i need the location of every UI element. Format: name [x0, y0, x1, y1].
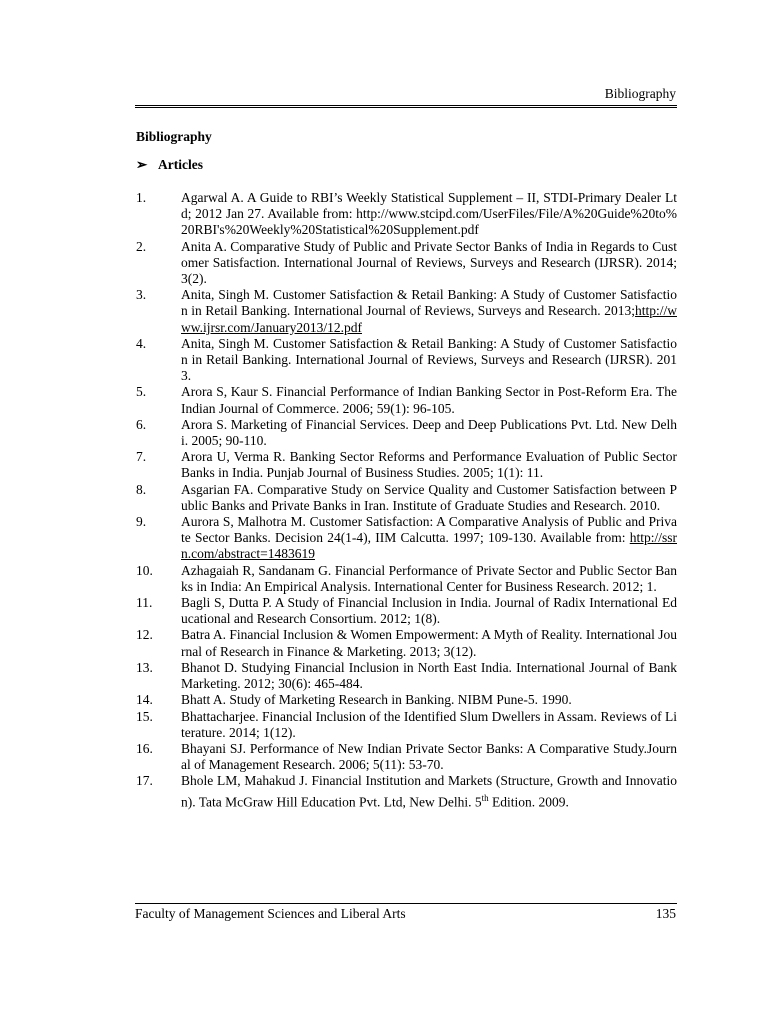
reference-number: 17. [136, 773, 153, 789]
reference-body: Asgarian FA. Comparative Study on Service Quality and Customer Satisfaction between Public Banks and Private Banks in Iran. Institute of Graduate Studies and Research. 2010. [181, 481, 677, 513]
reference-item [136, 627, 677, 659]
reference-body: Bhole LM, Mahakud J. Financial Institution and Markets (Structure, Growth and Innovation). Tata McGraw Hill Education Pvt. Ltd, New Delhi. 5 [181, 773, 677, 810]
page-number: 135 [655, 906, 676, 921]
reference-text [181, 287, 677, 336]
reference-text [181, 239, 677, 288]
section-title: Bibliography [136, 129, 212, 144]
reference-body: Agarwal A. A Guide to RBI’s Weekly Statistical Supplement – II, STDI-Primary Dealer Ltd; 2012 Jan 27. Available from: http://www.stcipd.com/UserFiles/File/A%20Guide%20to%20RBI's%20Weekly%20Statistical%20Supplement.pdf [181, 190, 677, 238]
reference-body: Anita, Singh M. Customer Satisfaction & Retail Banking: A Study of Customer Satisfaction in Retail Banking. International Journal of Reviews, Surveys and Research (IJRSR). 2013. [181, 335, 677, 384]
reference-text [181, 595, 677, 627]
reference-item [136, 482, 677, 514]
reference-body: Azhagaiah R, Sandanam G. Financial Performance of Private Sector and Public Sector Banks in India: An Empirical Analysis. International Center for Business Research. 2012; 1. [181, 562, 677, 594]
reference-link[interactable]: http://www.ijrsr.com/January2013/12.pdf [181, 303, 677, 335]
reference-number: 4. [136, 335, 147, 351]
reference-number: 11. [136, 595, 153, 611]
reference-tail: Edition. 2009. [488, 794, 569, 810]
reference-item [136, 660, 677, 692]
reference-item [136, 417, 677, 449]
reference-text [181, 709, 677, 741]
reference-text [181, 773, 677, 810]
reference-number: 8. [136, 481, 147, 497]
reference-body: Aurora S, Malhotra M. Customer Satisfaction: A Comparative Analysis of Public and Private Sector Banks. Decision 24(1-4), IIM Calcutta. 1997; 109-130. Available from: [181, 514, 677, 546]
running-header: Bibliography [604, 86, 676, 101]
reference-number: 9. [136, 514, 147, 530]
reference-item [136, 692, 677, 708]
reference-number: 6. [136, 416, 147, 432]
reference-text [181, 384, 677, 416]
reference-item [136, 514, 677, 563]
reference-body: Anita, Singh M. Customer Satisfaction & Retail Banking: A Study of Customer Satisfaction in Retail Banking. International Journal of Reviews, Surveys and Research. 2013; [181, 287, 677, 319]
reference-body: Bhanot D. Studying Financial Inclusion in North East India. International Journal of Bank Marketing. 2012; 30(6): 465-484. [181, 659, 677, 692]
reference-body: Batra A. Financial Inclusion & Women Empowerment: A Myth of Reality. International Journal of Research in Finance & Marketing. 2013; 3(12). [181, 627, 677, 659]
reference-number: 16. [136, 740, 153, 756]
reference-body: Bhatt A. Study of Marketing Research in Banking. NIBM Pune-5. 1990. [181, 692, 572, 708]
reference-number: 12. [136, 627, 153, 643]
reference-number: 13. [136, 659, 153, 675]
reference-number: 14. [136, 692, 153, 708]
reference-text [181, 563, 677, 595]
reference-item [136, 563, 677, 595]
reference-item [136, 449, 677, 481]
reference-body: Anita A. Comparative Study of Public and Private Sector Banks of India in Regards to Customer Satisfaction. International Journal of Reviews, Surveys and Research (IJRSR). 2014; 3(2). [181, 238, 677, 287]
reference-number: 2. [136, 238, 147, 254]
reference-body: Bagli S, Dutta P. A Study of Financial Inclusion in India. Journal of Radix International Educational and Research Consortium. 2012; 1(8). [181, 595, 677, 627]
reference-item [136, 384, 677, 416]
subsection-label: Articles [158, 157, 203, 172]
reference-link[interactable]: http://ssrn.com/abstract=1483619 [181, 530, 677, 562]
reference-body: Arora U, Verma R. Banking Sector Reforms and Performance Evaluation of Public Sector Banks in India. Punjab Journal of Business Studies. 2005; 1(1): 11. [181, 449, 677, 481]
reference-text [181, 482, 677, 514]
reference-body: Bhayani SJ. Performance of New Indian Private Sector Banks: A Comparative Study.Journal of Management Research. 2006; 5(11): 53-70. [181, 740, 677, 773]
reference-item [136, 239, 677, 288]
arrowhead-bullet-icon: ➢ [136, 157, 148, 172]
reference-item [136, 287, 677, 336]
header-rule [135, 105, 677, 108]
reference-body: Bhattacharjee. Financial Inclusion of the Identified Slum Dwellers in Assam. Reviews of Literature. 2014; 1(12). [181, 708, 677, 740]
reference-item [136, 190, 677, 239]
reference-text [181, 741, 677, 773]
reference-text [181, 417, 677, 449]
reference-text [181, 692, 677, 708]
reference-text [181, 336, 677, 385]
reference-text [181, 449, 677, 481]
reference-number: 5. [136, 384, 147, 400]
subsection-title [136, 157, 203, 173]
reference-item [136, 336, 677, 385]
reference-item [136, 773, 677, 810]
footer-rule [135, 903, 677, 904]
reference-text [181, 627, 677, 659]
reference-body: Arora S, Kaur S. Financial Performance of Indian Banking Sector in Post-Reform Era. The Indian Journal of Commerce. 2006; 59(1): 96-105. [181, 384, 677, 416]
edition-superscript: th [481, 792, 489, 803]
reference-body: Arora S. Marketing of Financial Services. Deep and Deep Publications Pvt. Ltd. New Delhi. 2005; 90-110. [181, 416, 677, 449]
reference-item [136, 741, 677, 773]
reference-number: 3. [136, 287, 147, 303]
reference-text [181, 514, 677, 563]
reference-number: 15. [136, 708, 153, 724]
reference-list [136, 190, 677, 810]
reference-text [181, 190, 677, 239]
reference-number: 10. [136, 562, 153, 578]
reference-text [181, 660, 677, 692]
reference-item [136, 595, 677, 627]
reference-item [136, 709, 677, 741]
footer-institution: Faculty of Management Sciences and Liberal Arts [135, 906, 406, 921]
reference-number: 7. [136, 449, 147, 465]
reference-number: 1. [136, 190, 147, 205]
